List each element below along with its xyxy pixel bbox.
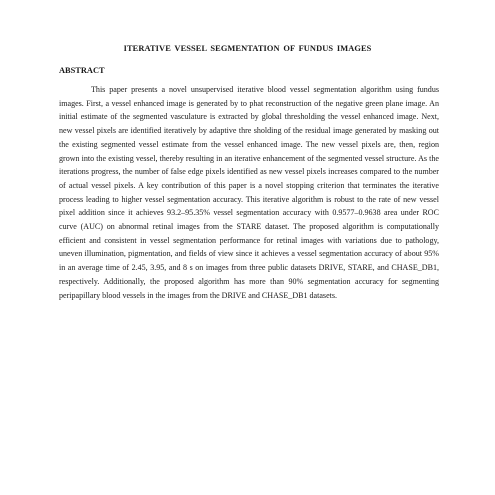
paper-title: ITERATIVE VESSEL SEGMENTATION OF FUNDUS IMAGES bbox=[123, 44, 372, 53]
abstract-heading: ABSTRACT bbox=[59, 66, 105, 75]
abstract-body: This paper presents a novel unsupervised iterative blood vessel segmentation algorithm using fundus images. First, a vessel enhanced image is generated by to phat reconstruction of the negative green plane image. An initial estimate of the segmented vasculature is extracted by global thresholding the vessel enhanced image. Next, new vessel pixels are identified iteratively by adaptive thre sholding of the residual image generated by masking out the existing segmented vessel estimate from the vessel enhanced image. The new vessel pixels are, then, region grown into the existing vessel, thereby resulting in an iterative enhancement of the segmented vessel structure. As the iterations progress, the number of false edge pixels identified as new vessel pixels increases compared to the number of actual vessel pixels. A key contribution of this paper is a novel stopping criterion that terminates the iterative process leading to higher vessel segmentation accuracy. This iterative algorithm is robust to the rate of new vessel pixel addition since it achieves 93.2–95.35% vessel segmentation accuracy with 0.9577–0.9638 area under ROC curve (AUC) on abnormal retinal images from the STARE dataset. The proposed algorithm is computationally efficient and consistent in vessel segmentation performance for retinal images with variations due to pathology, uneven illumination, pigmentation, and fields of view since it achieves a vessel segmentation accuracy of about 95% in an average time of 2.45, 3.95, and 8 s on images from three public datasets DRIVE, STARE, and CHASE_DB1, respectively. Additionally, the proposed algorithm has more than 90% segmentation accuracy for segmenting peripapillary blood vessels in the images from the DRIVE and CHASE_DB1 datasets. bbox=[59, 85, 439, 300]
